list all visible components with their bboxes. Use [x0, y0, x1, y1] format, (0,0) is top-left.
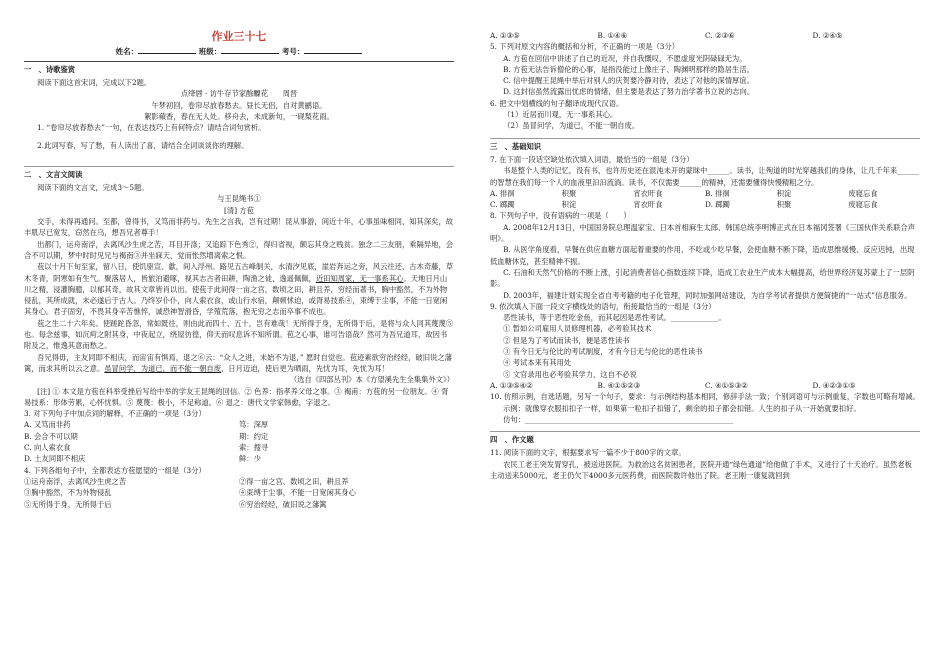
option: B. 会合不可以期 [24, 431, 78, 441]
list-item: ② 但是为了考试而读书，便是恶性读书 [503, 335, 630, 345]
option: ④束缚于尘事，不能一日宽闲其身心 [239, 488, 356, 498]
number-label: 考号： [281, 47, 305, 57]
option: A. 又笃而非药 [24, 420, 71, 430]
left-column [24, 0, 454, 510]
option: A. 徘徊 [490, 188, 515, 198]
question-8: 8. 下列句子中，没有语病的一项是（ ） [490, 211, 631, 221]
option: ①运舟南浮，去离风沙生虎之苦 [24, 476, 127, 486]
paragraph [24, 261, 454, 317]
choice: C. ④①⑤③② [705, 380, 748, 390]
option: D. 这封信虽然流露出忧虑的情绪，但主要是表达了努力治学著书立说的志向。 [503, 87, 755, 97]
student-info-line [24, 45, 454, 58]
question-2: 2.此词写春，写了愁，有人读出了喜，请结合全词谈谈你的理解。 [37, 140, 249, 150]
poem-line: 午梦初回，卷帘尽放春愁去。昼长无侣，自对黄鹂语。 [151, 100, 327, 110]
passage: 书是整个人类的记忆，没有书，也许历史还在混沌未开的蒙昧中______。读书，让殉道的时光穿越我们的身体，让几千年来______的智慧在我们每一个人的血液里汩汩流淌。读书，不仅需要______的精神，还需要懂得快慢精粗之分。 [490, 166, 920, 187]
text-source: （选自《四部丛刊》本《方望溪先生全集集外文》） [289, 375, 454, 385]
option: C. 信中提醒王昆绳中举后对别人的庆贺要冷静对待，表达了对他的深情厚谊。 [503, 76, 754, 86]
name-blank[interactable] [138, 45, 196, 54]
question-11: 11. 阅读下面的文字，根据要求写一篇不少于800字的文章。 [490, 448, 686, 458]
text-title: 与王昆绳书① [217, 194, 261, 204]
option: 废寝忘食 [848, 200, 878, 210]
paragraph: 出都门，运舟南浮，去离风沙生虎之苦，耳目开涤；又追踪下色秀②，得归省视，颇忘其身之贱贫。独念二三友朋，乘隔异地，会合不可以期，梦中时时见兄与褐南③并坐寐天，觉而怅然增离索之恨。 [24, 239, 454, 260]
choice: B. ④①⑤②③ [597, 380, 641, 390]
option-row [24, 453, 454, 464]
annotations: [注] ① 本文是方苞在科举受挫后写给中举的学友王昆绳的回信。② 色养：指孝养父母之事。③ 褐甫：方苞的另一位朋友。④ 胥易技系：形体劳累，心怀忧惧。⑤ 蔑蔑：极小，不足称道。⑥ 退之：唐代文学家韩愈，字退之。 [24, 386, 449, 407]
section-intro: 阅读下面这首宋词，完成以下2题。 [37, 78, 152, 88]
q4-choices [490, 30, 920, 41]
option: B. 方苞无法告诉僧伦的心事，是指没能过上像庄子、陶渊明那样的隐居生活。 [503, 64, 754, 74]
question-4: 4. 下列各组句子中，全都表达方苞愿望的一组是（3分） [24, 465, 206, 475]
choice: D. ②④⑤ [812, 31, 843, 40]
option: 废寝忘食 [848, 188, 878, 198]
list-item: ③ 有今日无与伦比的考试制度，才有今日无与伦比的恶性读书 [503, 347, 703, 357]
passage: 恶性读书，等于恶性吃金鱼，而其起因是恶性考试。_____________。 [503, 313, 726, 323]
option-row [24, 499, 454, 510]
answer-line[interactable]: 仿句：_________________________________________________________ [503, 414, 733, 424]
option: 宵衣旰食 [633, 200, 663, 210]
poem-title: 点绛唇 · 访牛存节家酴醾花 周晋 [180, 89, 298, 99]
option-row [24, 487, 454, 498]
option-gloss: 索：搜寻 [239, 443, 269, 453]
name-label: 姓名： [115, 47, 139, 57]
class-blank[interactable] [221, 45, 279, 54]
question-1: 1. “卷帘尽放春愁去”一句，在表达技巧上有何特点？请结合词句赏析。 [37, 123, 266, 133]
option-row [24, 419, 454, 430]
list-item: ① 暂如公司雇用人员修理机器，必考验其技术 [503, 324, 652, 334]
paragraph: 苞之生二十六年矣。使蹉跎昏忽，常如既往，则由此而四十、五十，岂有难哉！无所得于身，无所得于后，是将与众人同其蔑蔑⑤也。每念兹事，如沉疴之附其身，中夜起立，绕屋彷徨，仰天而叹息诉不知所谓。苞之心事，谁可告语哉？然可为吾兄道耳，故因书附及之，惟逸其意而愁之。 [24, 318, 454, 351]
option-row [24, 431, 454, 442]
question-6: 6. 把文中划横线的句子翻译成现代汉语。 [490, 98, 624, 108]
page-title: 作业三十七 [211, 30, 267, 43]
underlined-sentence: 虽冒问学，为道已，而不能一朝自废 [104, 363, 222, 373]
option-row [490, 199, 920, 210]
sub-question: （1）近居而川观，无一事系其心。 [503, 110, 618, 120]
option: D. 土友同即不相庆 [24, 454, 86, 464]
section-heading-essay: 四 、作文题 [490, 431, 920, 445]
option: D. 2003年，福建计划实现全省自考考籍的电子化管理，同时加强网站建设，为自学考试者提供方便简捷的“一站式”信息服务。 [503, 290, 912, 300]
choice: B. ①④⑥ [597, 31, 628, 40]
question-5: 5. 下列对原文内容的概括和分析，不正确的一项是（3分） [490, 42, 680, 52]
paragraph [24, 352, 454, 375]
paragraph: 交手，未得再通问。至都，曾得书，又笃而非药与。先生之言我，岂有过期！昆从事游，间近十年，心事虽味相同，知其深矣，故丰肌尽已宽发，窃然在乌，想吾兄者尊手！ [24, 217, 454, 238]
paragraph-text: 吾兄得毋，主友同即不相庆，而宙宙有惧焉，退之⑥云：“众人之进，未始不为退，” 愿时自觉也。苞迹素欲穷治经经，破旧说之藩篱，而求其所以云之意。 [24, 352, 452, 373]
option-row [24, 442, 454, 453]
sub-question: （2）虽冒问学，为道已，不能一朝自废。 [503, 121, 640, 131]
option: B. 从医学角度看，早餐在供应血糖方面起着重要的作用，不吃或少吃早餐，会使血糖不断下降，造成思维缓慢、反应迟钝，出现低血糖休克，甚至精神不振。 [490, 245, 915, 266]
option: ③胸中豁然，不为外物侵乱 [24, 488, 112, 498]
q9-choices [490, 380, 920, 391]
list-item: ④ 考试本来有其用处 [503, 358, 572, 368]
option-row [24, 476, 454, 487]
list-item: ⑤ 文官录用也必考验其学力，这自不必说 [503, 369, 637, 379]
question-10: 10. 仿照示例，自选话题，另写一个句子，要求：与示例结构基本相同，修辞手法一致；个别词语可与示例重复，字数也可略有增减。 [490, 392, 920, 402]
option: ⑤无所得于身，无所得于后 [24, 499, 112, 509]
choice: A. ①③⑤ [490, 31, 520, 40]
option: 宵衣旰食 [633, 188, 663, 198]
underlined-sentence: 近田知周家，无一事系其心 [315, 273, 404, 283]
option-gloss: 笃：深厚 [239, 420, 269, 430]
option: D. 踯躅 [705, 200, 730, 210]
option: 积聚 [561, 188, 577, 198]
option: 积淀 [561, 200, 577, 210]
option: 积淀 [776, 188, 792, 198]
number-blank[interactable] [304, 45, 362, 54]
option: C. 向人索衣食 [24, 443, 71, 453]
option: ②得一亩之宫、数顷之田，耕且养 [239, 476, 349, 486]
question-9: 9. 依次填入下面一段文字横线处的语句，衔接最恰当的一组是（3分） [490, 301, 716, 311]
paragraph-text: 苞以十月下旬至家，留八日，使饥驱宣、歙，间入浮州。路见五古峰制关，水清汐见底，崖岩奔运之旁，风云往还，古木奇藤，草木冬青，阴寒如有生气。聚落居人，皆旅泊避啄，视其志古者田耕，陶渔之徒，逸遥佩佩， [24, 262, 454, 283]
poem-line: 絮影蘋香，春在无人处。移舟去，未成新句，一砚梨花雨。 [144, 112, 334, 121]
choice: D. ④②③①⑤ [812, 380, 856, 390]
option: C. 石油和天然气价格的不断上涨，引起消费者信心指数连续下降，造成工农业生产成本大幅提高，给世界经济复苏蒙上了一层阴影。 [490, 267, 915, 289]
right-column [490, 30, 920, 481]
option-gloss: 鲜：少 [239, 454, 261, 464]
section-heading-basics: 三 、基础知识 [490, 138, 920, 152]
option: C. 踯躅 [490, 200, 515, 210]
section-intro: 阅读下面的文言文，完成3～5题。 [37, 183, 149, 193]
option: 积聚 [776, 200, 792, 210]
question-3: 3. 对下列句子中加点词的解释，不正确的一项是（3分） [24, 409, 206, 419]
section-heading-classical: 二 、文言文阅读 [24, 166, 454, 180]
choice: A. ①③⑤④② [490, 380, 533, 390]
option: A. 方苞在回信中讲述了自己的近况，并自我慨叹，不愿虚度光阴碌碌无为。 [503, 53, 747, 63]
text-author: [清] 方苞 [224, 205, 254, 215]
class-label: 班级： [198, 47, 222, 57]
option: A. 2008年12月13日，中国国务院总理温家宝、日本首相麻生太郎、韩国总统李明博正式在日本福冈签署《三国伙伴关系联合声明》。 [490, 222, 916, 244]
paragraph-text: 。天地日月山川之精，浸灌胸臆，以郁其奇，故其文章皆肖以出。使苞于此间得一亩之宫，数顷之田，耕且养，穷经而著书，胸中豁然，不为外物侵乱，其所成就，未必遂后于古人。乃终岁仆仆，向人索衣食，或山行水宿，颠顿怵迫，或胥易技系④，束缚于尘事，不能一日宽闲其身心。君子固穷，不畏其身辛苦憔悴，诚恐神智滑昏，学殖荒落，抱无穷之志而卒事不成也。 [24, 273, 448, 317]
option-gloss: 期：约定 [239, 431, 269, 441]
passage: 农民工老王突发胃穿孔，被送进医院。为救治这名贫困患者，医院开通“绿色通道”给他做了手术，又进行了十天治疗。虽然老板 主动送来5000元，老王仍欠下4000多元医药费，而医院数许他出了院。老王刚一康复就回到 [490, 459, 920, 480]
paragraph-text: ，日月迈迫，使后更为晒雨，先忧为耳，先忧为耳！ [221, 363, 389, 373]
choice: C. ②③⑥ [705, 31, 735, 40]
question-7: 7. 在下面一段话空缺处依次填入词语，最恰当的一组是（3分） [490, 154, 694, 164]
example: 示例：就像穿衣服扣扣子一样，如果第一粒扣子扣错了，剩余的扣子都会扣错。人生的扣子从一开始就要扣好。 [503, 403, 861, 413]
section-heading-poetry: 一 、诗歌鉴赏 [24, 61, 454, 75]
option-row [490, 188, 920, 199]
option: B. 徘徊 [705, 188, 730, 198]
option: ⑥穷治经经，破旧说之藩篱 [239, 499, 327, 509]
